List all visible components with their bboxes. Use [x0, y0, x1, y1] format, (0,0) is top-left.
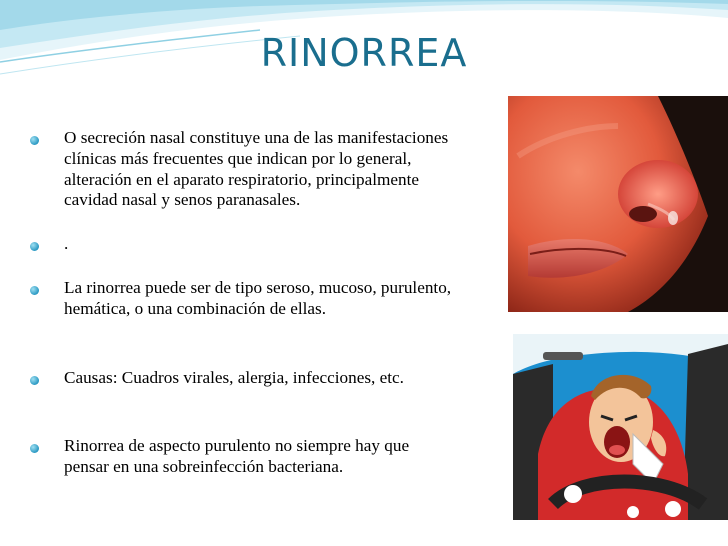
- bullet-text: O secreción nasal constituye una de las manifestaciones clínicas más frecuentes que indican por lo general, alteración en el aparato respiratorio, principalmente cavidad nasal y senos paranasales.: [64, 128, 449, 210]
- bullet-text: Rinorrea de aspecto purulento no siempre hay que pensar en una sobreinfección bacteriana.: [64, 436, 410, 476]
- bullet-item: [18, 436, 458, 504]
- bullet-item: [18, 234, 458, 278]
- bullet-text: Causas: Cuadros virales, alergia, infecciones, etc.: [64, 368, 404, 387]
- bullet-icon: [30, 136, 39, 145]
- bullet-icon: [30, 444, 39, 453]
- bullet-list: [18, 128, 458, 504]
- bullet-icon: [30, 376, 39, 385]
- bullet-text: .: [64, 234, 69, 253]
- sneezing-driver-illustration: [513, 334, 728, 520]
- bullet-text: La rinorrea puede ser de tipo seroso, mucoso, purulento, hemática, o una combinación de ellas.: [64, 278, 452, 318]
- runny-nose-photo: [508, 96, 728, 312]
- slide-title: RINORREA: [260, 31, 468, 75]
- bullet-item: [18, 368, 458, 436]
- bullet-icon: [30, 286, 39, 295]
- bullet-icon: [30, 242, 39, 251]
- bullet-item: [18, 278, 458, 368]
- bullet-item: [18, 128, 458, 234]
